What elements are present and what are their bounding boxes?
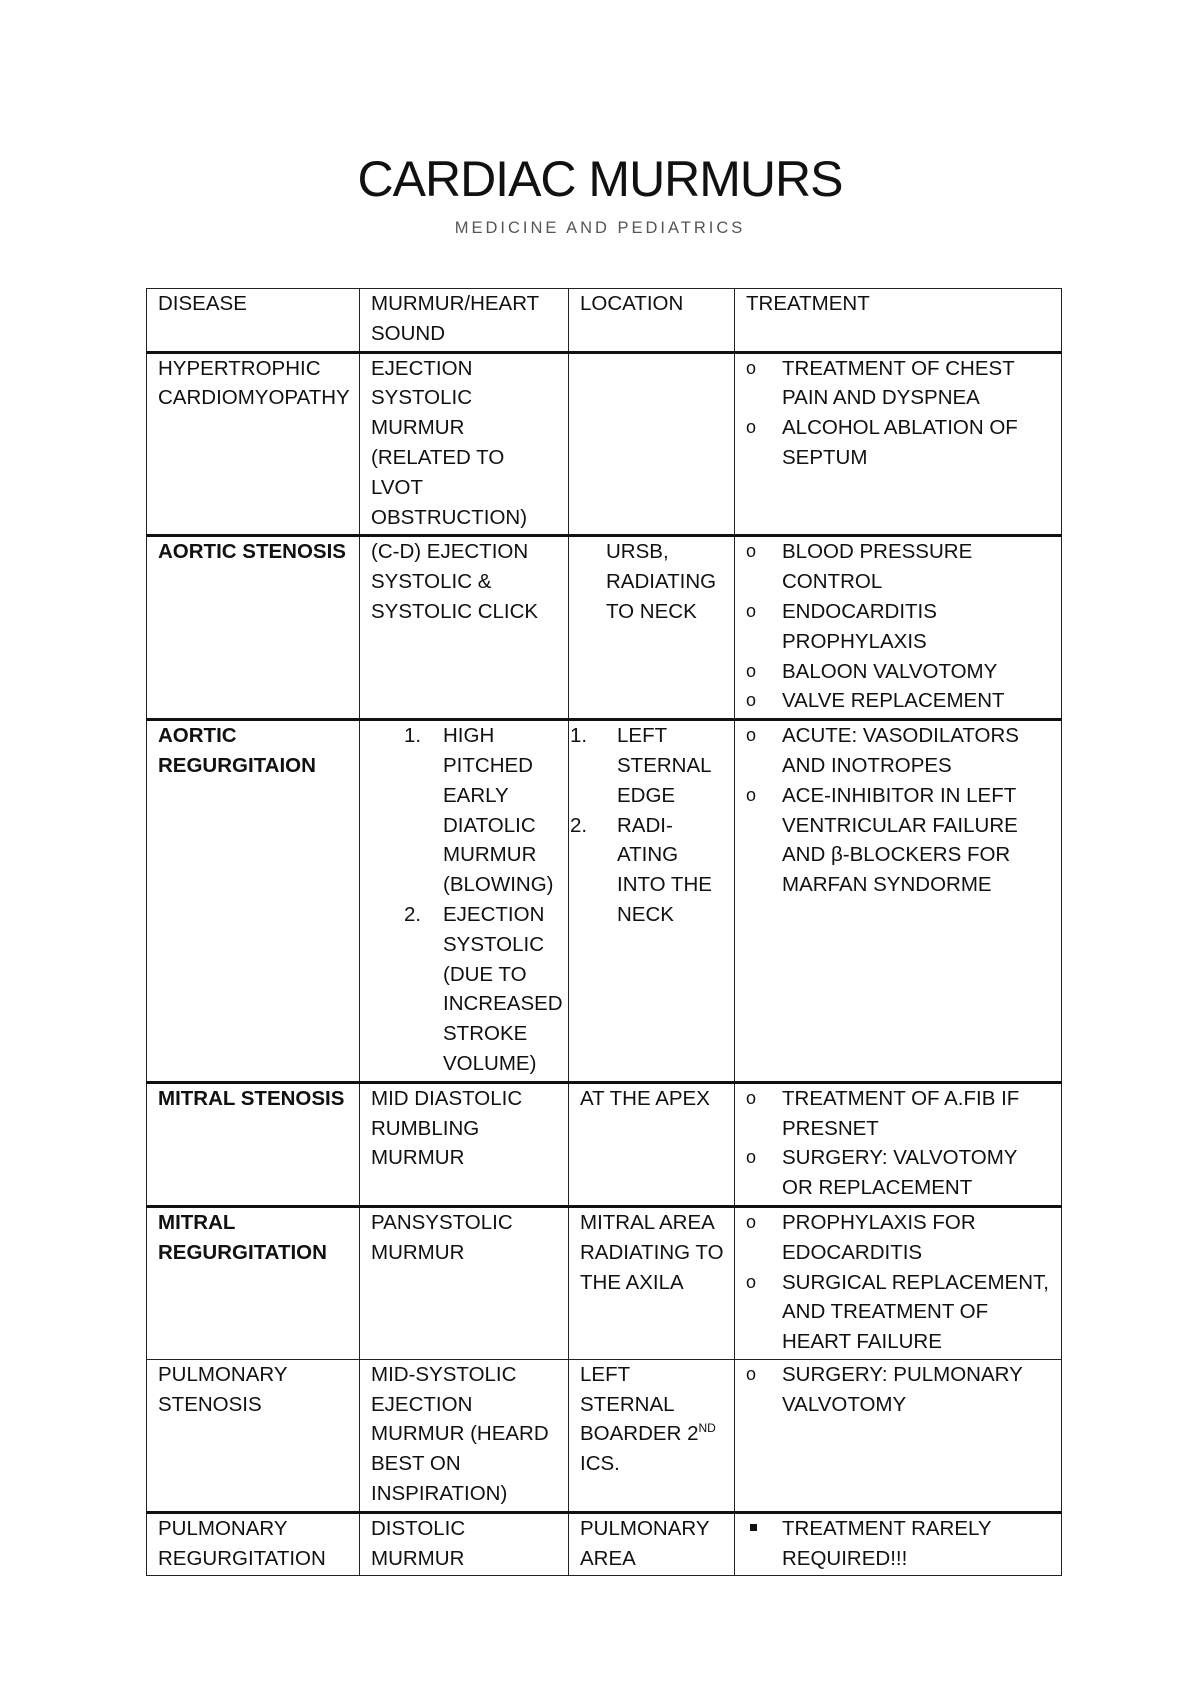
table-row: [147, 720, 1062, 1083]
disease-cell: PULMONARY STENOSIS: [147, 1359, 360, 1512]
table-row: [147, 536, 1062, 720]
page-subtitle: MEDICINE AND PEDIATRICS: [454, 219, 746, 237]
location-cell: LEFT STERNAL BOARDER 2ND ICS.: [569, 1359, 735, 1512]
list-item: o ACUTE: VASODILATORS AND INOTROPES: [746, 721, 1051, 781]
treatment-cell: [735, 536, 1062, 720]
circle-bullet-icon: o: [746, 1271, 757, 1292]
list-item: o PROPHYLAXIS FOR EDOCARDITIS: [746, 1208, 1051, 1268]
disease-cell: MITRAL REGURGITATION: [147, 1206, 360, 1359]
treatment-cell: [735, 1359, 1062, 1512]
list-item: o SURGICAL REPLACEMENT, AND TREATMENT OF HEART FAILURE: [746, 1268, 1051, 1357]
circle-bullet-icon: o: [746, 1147, 757, 1168]
murmur-cell: PANSYSTOLIC MURMUR: [360, 1206, 569, 1359]
table-header-row: [147, 289, 1062, 353]
circle-bullet-icon: o: [746, 1363, 757, 1384]
circle-bullet-icon: o: [746, 784, 757, 805]
list-item: o ALCOHOL ABLATION OF SEPTUM: [746, 413, 1051, 473]
treatment-cell: [735, 1082, 1062, 1206]
table-row: [147, 352, 1062, 536]
circle-bullet-icon: o: [746, 600, 757, 621]
murmur-cell: MID-SYSTOLIC EJECTION MURMUR (HEARD BEST ON INSPIRATION): [360, 1359, 569, 1512]
list-item: o TREATMENT OF A.FIB IF PRESNET: [746, 1084, 1051, 1144]
treatment-cell: [735, 352, 1062, 536]
circle-bullet-icon: o: [746, 1211, 757, 1232]
list-item: 1. HIGH PITCHED EARLY DIATOLIC MURMUR (BLOWING): [404, 724, 554, 897]
circle-bullet-icon: o: [746, 357, 757, 378]
column-header-murmur: MURMUR/HEART SOUND: [360, 289, 569, 353]
treatment-cell: [735, 720, 1062, 1083]
column-header-treatment: TREATMENT: [735, 289, 1062, 353]
disease-cell: MITRAL STENOSIS: [147, 1082, 360, 1206]
murmurs-table: [146, 288, 1062, 1576]
location-cell: [569, 352, 735, 536]
disease-cell: AORTIC REGURGITAION: [147, 720, 360, 1083]
table-row: [147, 1206, 1062, 1359]
murmur-cell: (C-D) EJECTION SYSTOLIC & SYSTOLIC CLICK: [360, 536, 569, 720]
location-cell: MITRAL AREA RADIATING TO THE AXILA: [569, 1206, 735, 1359]
list-item: o ENDOCARDITIS PROPHYLAXIS: [746, 597, 1051, 657]
murmur-cell: DISTOLIC MURMUR: [360, 1512, 569, 1576]
disease-cell: HYPERTROPHIC CARDIOMYOPATHY: [147, 352, 360, 536]
list-item: TREATMENT RARELY REQUIRED!!!: [746, 1514, 1051, 1574]
circle-bullet-icon: o: [746, 725, 757, 746]
page-title: CARDIAC MURMURS: [357, 151, 843, 207]
table-row: [147, 1359, 1062, 1512]
list-item: o SURGERY: VALVOTOMY OR REPLACEMENT: [746, 1143, 1051, 1203]
circle-bullet-icon: o: [746, 690, 757, 711]
murmur-cell: MID DIASTOLIC RUMBLING MURMUR: [360, 1082, 569, 1206]
column-header-location: LOCATION: [569, 289, 735, 353]
location-cell: URSB, RADIATING TO NECK: [569, 536, 735, 720]
list-item: 2. RADI-ATING INTO THE NECK: [570, 813, 712, 926]
treatment-cell: [735, 1512, 1062, 1576]
list-item: 2. EJECTION SYSTOLIC (DUE TO INCREASED STROKE VOLUME): [404, 902, 563, 1075]
location-cell: [569, 720, 735, 1083]
square-bullet-icon: [750, 1524, 757, 1531]
list-item: o ACE-INHIBITOR IN LEFT VENTRICULAR FAILURE AND β-BLOCKERS FOR MARFAN SYNDORME: [746, 781, 1051, 900]
circle-bullet-icon: o: [746, 660, 757, 681]
list-item: o SURGERY: PULMONARY VALVOTOMY: [746, 1360, 1051, 1420]
list-item: o VALVE REPLACEMENT: [746, 686, 1051, 716]
list-item: o TREATMENT OF CHEST PAIN AND DYSPNEA: [746, 354, 1051, 414]
location-cell: AT THE APEX: [569, 1082, 735, 1206]
list-item: o BLOOD PRESSURE CONTROL: [746, 537, 1051, 597]
murmur-cell: EJECTION SYSTOLIC MURMUR (RELATED TO LVOT OBSTRUCTION): [360, 352, 569, 536]
list-item: 1. LEFT STERNAL EDGE: [570, 724, 711, 807]
circle-bullet-icon: o: [746, 417, 757, 438]
murmur-cell: [360, 720, 569, 1083]
list-item: o BALOON VALVOTOMY: [746, 657, 1051, 687]
treatment-cell: [735, 1206, 1062, 1359]
circle-bullet-icon: o: [746, 1087, 757, 1108]
disease-cell: PULMONARY REGURGITATION: [147, 1512, 360, 1576]
column-header-disease: DISEASE: [147, 289, 360, 353]
table-row: [147, 1082, 1062, 1206]
table-row: [147, 1512, 1062, 1576]
disease-cell: AORTIC STENOSIS: [147, 536, 360, 720]
location-cell: PULMONARY AREA: [569, 1512, 735, 1576]
circle-bullet-icon: o: [746, 541, 757, 562]
